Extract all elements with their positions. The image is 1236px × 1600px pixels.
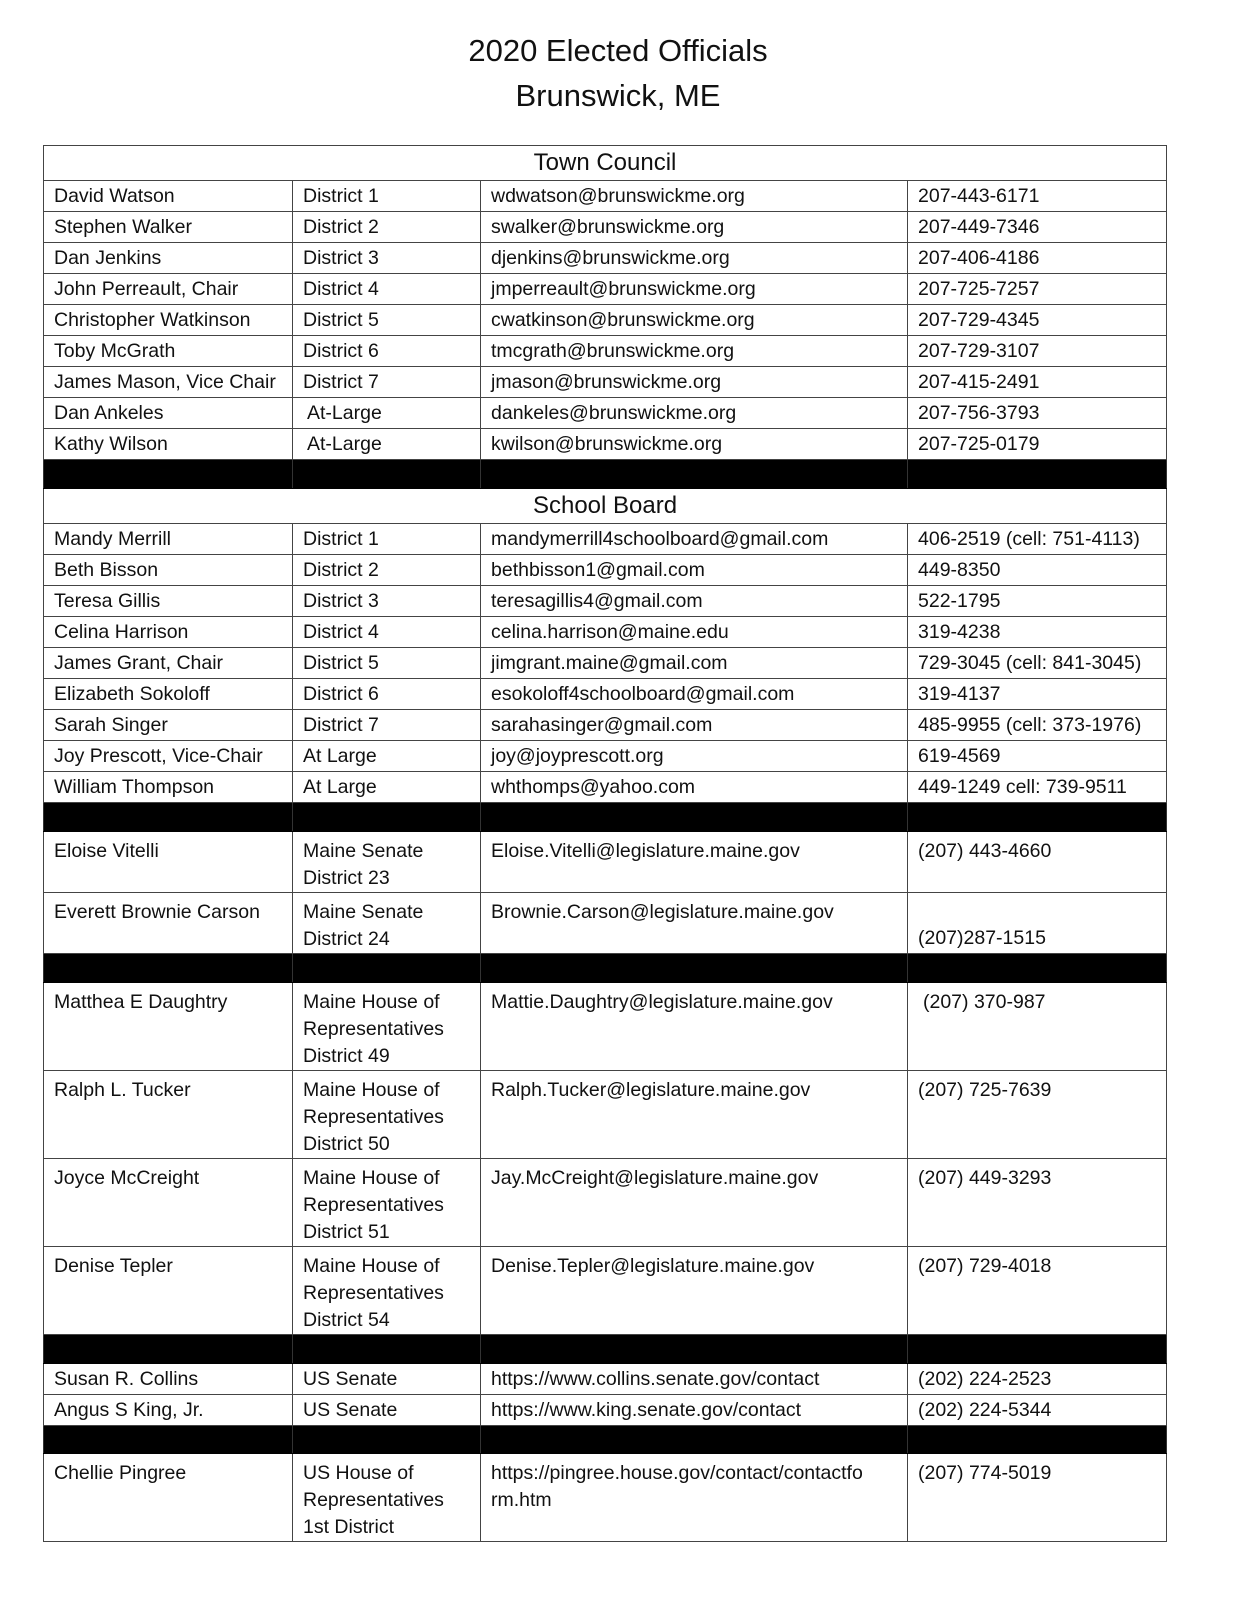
title-line-1: 2020 Elected Officials: [468, 33, 768, 68]
official-name: Christopher Watkinson: [44, 305, 293, 336]
separator-row: [44, 460, 1167, 489]
official-district: [293, 1247, 481, 1335]
official-phone: 207-443-6171: [908, 181, 1167, 212]
official-email[interactable]: https://www.collins.senate.gov/contact: [481, 1364, 908, 1395]
official-email[interactable]: swalker@brunswickme.org: [481, 212, 908, 243]
table-row: [44, 1071, 1167, 1159]
official-district: District 3: [293, 243, 481, 274]
official-email[interactable]: dankeles@brunswickme.org: [481, 398, 908, 429]
table-row: [44, 1247, 1167, 1335]
official-name: Ralph L. Tucker: [44, 1071, 293, 1159]
table-row: [44, 305, 1167, 336]
official-district: District 4: [293, 617, 481, 648]
official-district: District 3: [293, 586, 481, 617]
official-district: [293, 983, 481, 1071]
district-line: Maine House of: [303, 1079, 440, 1101]
separator-row: [44, 1426, 1167, 1454]
official-district: District 1: [293, 524, 481, 555]
official-phone: 207-415-2491: [908, 367, 1167, 398]
official-name: Dan Ankeles: [44, 398, 293, 429]
table-row: [44, 1364, 1167, 1395]
official-phone: 207-756-3793: [908, 398, 1167, 429]
official-email[interactable]: sarahasinger@gmail.com: [481, 710, 908, 741]
table-row: [44, 274, 1167, 305]
official-name: Elizabeth Sokoloff: [44, 679, 293, 710]
district-line: District 51: [303, 1221, 390, 1243]
official-phone: 207-449-7346: [908, 212, 1167, 243]
official-email[interactable]: kwilson@brunswickme.org: [481, 429, 908, 460]
official-phone: [908, 893, 1167, 954]
table-row: [44, 1454, 1167, 1542]
official-name: Chellie Pingree: [44, 1454, 293, 1542]
table-row: [44, 1395, 1167, 1426]
phone-text: (207)287-1515: [918, 927, 1046, 949]
official-phone: 449-1249 cell: 739-9511: [908, 772, 1167, 803]
section-title: School Board: [44, 489, 1167, 524]
official-email[interactable]: jimgrant.maine@gmail.com: [481, 648, 908, 679]
table-row: [44, 524, 1167, 555]
official-email[interactable]: djenkins@brunswickme.org: [481, 243, 908, 274]
official-name: Joy Prescott, Vice-Chair: [44, 741, 293, 772]
official-phone: (207) 729-4018: [908, 1247, 1167, 1335]
official-district: [293, 1159, 481, 1247]
table-row: [44, 617, 1167, 648]
official-contact-link[interactable]: [481, 1454, 908, 1542]
table-row: [44, 429, 1167, 460]
official-name: Eloise Vitelli: [44, 832, 293, 893]
official-district: At-Large: [293, 398, 481, 429]
official-phone: 319-4238: [908, 617, 1167, 648]
official-phone: 406-2519 (cell: 751-4113): [908, 524, 1167, 555]
table-row: [44, 367, 1167, 398]
official-district: At-Large: [293, 429, 481, 460]
official-phone: (207) 443-4660: [908, 832, 1167, 893]
table-row: [44, 212, 1167, 243]
official-email[interactable]: celina.harrison@maine.edu: [481, 617, 908, 648]
official-name: Teresa Gillis: [44, 586, 293, 617]
separator-row: [44, 1335, 1167, 1364]
district-line: Maine House of: [303, 991, 440, 1013]
official-district: [293, 832, 481, 893]
official-phone: (202) 224-2523: [908, 1364, 1167, 1395]
official-phone: (207) 449-3293: [908, 1159, 1167, 1247]
official-district: District 7: [293, 710, 481, 741]
section-header-school-board: [44, 489, 1167, 524]
official-phone: (207) 370-987: [908, 983, 1167, 1071]
official-phone: 207-725-0179: [908, 429, 1167, 460]
official-phone: (207) 774-5019: [908, 1454, 1167, 1542]
official-email[interactable]: Eloise.Vitelli@legislature.maine.gov: [481, 832, 908, 893]
section-header-town-council: [44, 146, 1167, 181]
official-district: District 7: [293, 367, 481, 398]
official-phone: 207-406-4186: [908, 243, 1167, 274]
official-district: [293, 1454, 481, 1542]
official-name: William Thompson: [44, 772, 293, 803]
table-row: [44, 398, 1167, 429]
official-name: Sarah Singer: [44, 710, 293, 741]
official-district: At Large: [293, 772, 481, 803]
separator-row: [44, 803, 1167, 832]
title-line-2: Brunswick, ME: [515, 78, 721, 113]
official-name: Matthea E Daughtry: [44, 983, 293, 1071]
official-district: District 5: [293, 648, 481, 679]
official-name: Denise Tepler: [44, 1247, 293, 1335]
official-phone: 729-3045 (cell: 841-3045): [908, 648, 1167, 679]
official-phone: 449-8350: [908, 555, 1167, 586]
district-line: Representatives: [303, 1489, 444, 1511]
official-name: Joyce McCreight: [44, 1159, 293, 1247]
official-email[interactable]: tmcgrath@brunswickme.org: [481, 336, 908, 367]
district-line: US House of: [303, 1462, 414, 1484]
official-email[interactable]: Mattie.Daughtry@legislature.maine.gov: [481, 983, 908, 1071]
section-title: Town Council: [44, 146, 1167, 181]
official-phone: 319-4137: [908, 679, 1167, 710]
official-district: District 6: [293, 336, 481, 367]
district-line: Representatives: [303, 1106, 444, 1128]
official-district: [293, 893, 481, 954]
official-phone: (202) 224-5344: [908, 1395, 1167, 1426]
district-line: Maine Senate: [303, 840, 424, 862]
table-row: [44, 648, 1167, 679]
official-name: James Mason, Vice Chair: [44, 367, 293, 398]
official-email[interactable]: mandymerrill4schoolboard@gmail.com: [481, 524, 908, 555]
district-line: Representatives: [303, 1194, 444, 1216]
official-email[interactable]: Brownie.Carson@legislature.maine.gov: [481, 893, 908, 954]
table-row: [44, 586, 1167, 617]
official-name: Stephen Walker: [44, 212, 293, 243]
officials-table: [43, 145, 1167, 1542]
official-district: At Large: [293, 741, 481, 772]
official-email[interactable]: jmperreault@brunswickme.org: [481, 274, 908, 305]
official-email[interactable]: https://www.king.senate.gov/contact: [481, 1395, 908, 1426]
table-row: [44, 679, 1167, 710]
official-email[interactable]: whthomps@yahoo.com: [481, 772, 908, 803]
table-row: [44, 983, 1167, 1071]
official-phone: 207-729-3107: [908, 336, 1167, 367]
official-district: [293, 1071, 481, 1159]
district-line: District 24: [303, 928, 390, 950]
contact-link-line[interactable]: rm.htm: [491, 1489, 552, 1511]
official-phone: 619-4569: [908, 741, 1167, 772]
official-email[interactable]: esokoloff4schoolboard@gmail.com: [481, 679, 908, 710]
table-row: [44, 772, 1167, 803]
official-phone: (207) 725-7639: [908, 1071, 1167, 1159]
official-name: Everett Brownie Carson: [44, 893, 293, 954]
official-email[interactable]: cwatkinson@brunswickme.org: [481, 305, 908, 336]
official-name: Mandy Merrill: [44, 524, 293, 555]
official-name: Kathy Wilson: [44, 429, 293, 460]
district-line: District 54: [303, 1309, 390, 1331]
table-row: [44, 243, 1167, 274]
official-name: David Watson: [44, 181, 293, 212]
official-district: District 2: [293, 212, 481, 243]
table-row: [44, 336, 1167, 367]
official-name: Celina Harrison: [44, 617, 293, 648]
table-row: [44, 832, 1167, 893]
official-name: Toby McGrath: [44, 336, 293, 367]
table-row: [44, 893, 1167, 954]
official-phone: 207-725-7257: [908, 274, 1167, 305]
table-row: [44, 1159, 1167, 1247]
official-email[interactable]: Ralph.Tucker@legislature.maine.gov: [481, 1071, 908, 1159]
official-email[interactable]: Jay.McCreight@legislature.maine.gov: [481, 1159, 908, 1247]
separator-row: [44, 954, 1167, 983]
official-district: US Senate: [293, 1395, 481, 1426]
official-email[interactable]: jmason@brunswickme.org: [481, 367, 908, 398]
official-district: District 6: [293, 679, 481, 710]
document-title: [0, 28, 1236, 118]
district-line: District 23: [303, 867, 390, 889]
official-district: District 2: [293, 555, 481, 586]
district-line: Representatives: [303, 1018, 444, 1040]
official-name: Beth Bisson: [44, 555, 293, 586]
official-name: John Perreault, Chair: [44, 274, 293, 305]
table-row: [44, 710, 1167, 741]
district-line: 1st District: [303, 1516, 395, 1538]
official-phone: 207-729-4345: [908, 305, 1167, 336]
official-name: Dan Jenkins: [44, 243, 293, 274]
official-district: US Senate: [293, 1364, 481, 1395]
district-line: District 49: [303, 1045, 390, 1067]
official-name: Susan R. Collins: [44, 1364, 293, 1395]
table-row: [44, 181, 1167, 212]
official-email[interactable]: bethbisson1@gmail.com: [481, 555, 908, 586]
contact-link-line[interactable]: https://pingree.house.gov/contact/contactfo: [491, 1462, 863, 1484]
official-name: Angus S King, Jr.: [44, 1395, 293, 1426]
official-district: District 4: [293, 274, 481, 305]
district-line: Representatives: [303, 1282, 444, 1304]
district-line: Maine House of: [303, 1167, 440, 1189]
district-line: Maine Senate: [303, 901, 424, 923]
district-line: District 50: [303, 1133, 390, 1155]
table-row: [44, 555, 1167, 586]
district-line: Maine House of: [303, 1255, 440, 1277]
official-email[interactable]: joy@joyprescott.org: [481, 741, 908, 772]
official-email[interactable]: Denise.Tepler@legislature.maine.gov: [481, 1247, 908, 1335]
official-district: District 5: [293, 305, 481, 336]
official-district: District 1: [293, 181, 481, 212]
official-phone: 522-1795: [908, 586, 1167, 617]
official-name: James Grant, Chair: [44, 648, 293, 679]
table-row: [44, 741, 1167, 772]
official-email[interactable]: wdwatson@brunswickme.org: [481, 181, 908, 212]
official-email[interactable]: teresagillis4@gmail.com: [481, 586, 908, 617]
official-phone: 485-9955 (cell: 373-1976): [908, 710, 1167, 741]
